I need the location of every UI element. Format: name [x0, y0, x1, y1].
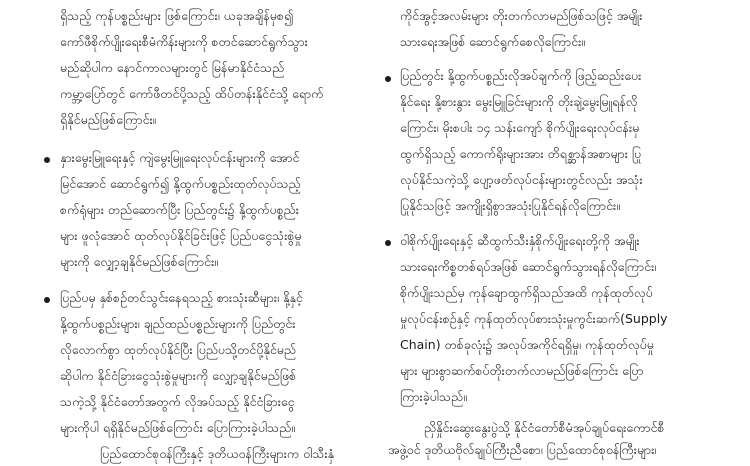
text-line: ကမ္ဘာ့ပြော်တွင် ကော်ဖီတင်ပို့သည့် ထိပ်တန်းနိုင်ငံသို့ ရောက် — [60, 86, 324, 101]
text-line: ကော်ဖီစိုက်ပျိုးရေးစီမံကိန်းများကို စတင်ဆောင်ရွက်သွား — [60, 34, 308, 49]
text-line: သားရေးအဖြစ် ဆောင်ရွက်စေလိုကြောင်း။ — [400, 34, 586, 49]
text-line: နှားမွေးမြူရေးနှင့် ကျဲမွေးမြူရေးလုပ်ငန်းများကို အောင် — [60, 150, 300, 165]
bullet-icon — [385, 240, 391, 246]
text-line: ညှိနှိုင်းဆွေးနွေးပွဲသို့ နိုင်ငံတော်စီမံအုပ်ချုပ်ရေးကောင်စီ — [424, 420, 665, 435]
text-line: မှုလုပ်ငန်းစဉ်နှင့် ကုန်ထုတ်လုပ်စားသုံးမှုကွင်းဆက်(Supply — [400, 311, 668, 326]
text-line: ကြားခဲ့ပါသည်။ — [400, 389, 467, 404]
text-line: ကြောင်း၊ မိုးစပါး ၁၄ သန်းကျော် စိုက်ပျိုးရေးလုပ်ငန်းမှ — [400, 120, 640, 135]
text-line: ပြုနိုင်သဖြင့် အကျိုးရှိစွာအသုံးပြုနိုင်ရန်လိုကြောင်း။ — [400, 198, 620, 213]
text-line: နိုင်ရေး နို့စားနွား မွေးမြူခြင်းများကို တိုးချဲ့မွေးမြူရန်လို — [400, 94, 638, 109]
text-line: နို့ထွက်ပစ္စည်းများ၊ ချည်ထည်ပစ္စည်းများကို ပြည်တွင်း — [60, 316, 296, 331]
text-line: ပြည်တွင်း နို့ထွက်ပစ္စည်းလိုအပ်ချက်ကို ဖြည့်ဆည်းပေး — [400, 68, 642, 83]
text-line: များ များစွာဆက်စပ်တိုးတက်လာမည်ဖြစ်ကြောင်း ပြော — [400, 363, 644, 378]
bullet-icon — [44, 297, 50, 303]
text-line: စိုက်ပျိုးသည်မှ ကုန်ချောထွက်ရှိသည်အထိ ကုန်ထုတ်လုပ် — [400, 285, 653, 300]
text-line: လုပ်နိုင်သကဲ့သို့ ပျော့ဖတ်လုပ်ငန်းများတွင်လည်း အသုံး — [400, 172, 643, 187]
text-line: ထွက်ရှိသည့် ကောက်ရိုးများအား တိရစ္ဆာန်အစာများ ပြု — [400, 146, 642, 161]
text-line: ပြည်ထောင်စုဝန်ကြီးနှင့် ဒုတိယဝန်ကြီးများက ဝါသီးနှံ — [100, 446, 334, 461]
text-line: ပြည်ပမှ နှစ်စဉ်တင်သွင်းနေရသည့် စားသုံးဆီများ၊ နို့နှင့် — [60, 290, 303, 305]
text-line: Chain) တစ်ခုလုံး၌ အလုပ်အကိုင်ရရှိမှု၊ ကုန်ထုတ်လုပ်မှု — [400, 337, 654, 352]
text-line: သကဲ့သို့ နိုင်ငံတော်အတွက် လိုအပ်သည့် နိုင်ငံခြားငွေ — [60, 394, 295, 409]
bullet-icon — [44, 157, 50, 163]
text-line: များကိုပါ ရရှိနိုင်မည်ဖြစ်ကြောင်း ပြောကြားခဲ့ပါသည်။ — [60, 420, 296, 435]
text-line: များကို လျှော့ချနိုင်မည်ဖြစ်ကြောင်း။ — [60, 254, 219, 269]
text-line: စက်ရုံများ တည်ဆောက်ပြီး ပြည်တွင်း၌ နို့ထွက်ပစ္စည်း — [60, 202, 299, 217]
text-line: လိုလောက်စွာ ထုတ်လုပ်နိုင်ပြီး ပြည်ပသို့တင်ပို့နိုင်မည် — [60, 342, 296, 357]
text-line: ကိုင်အွင့်အလမ်းများ တိုးတက်လာမည်ဖြစ်သဖြင့် အမျိုး — [400, 8, 643, 23]
text-line: ဝါစိုက်ပျိုးရေးနှင့် ဆီထွက်သီးနှံစိုက်ပျိုးရေးတို့ကို အမျိုး — [400, 233, 640, 248]
bullet-icon — [385, 76, 391, 82]
text-line: မည်ဆိုပါက နောင်ကာလများတွင် မြန်မာနိုင်ငံသည် — [60, 60, 285, 75]
text-line: ဆိုပါက နိုင်ငံခြားငွေသုံးစွဲမှုများကို လျှော့ချနိုင်မည်ဖြစ် — [60, 368, 297, 383]
text-line: များ ဖူလုံအောင် ထုတ်လုပ်နိုင်ခြင်းဖြင့် ပြည်ပငွေသုံးစွဲမှု — [60, 228, 302, 243]
text-line: မြင်အောင် ဆောင်ရွက်၍ နို့ထွက်ပစ္စည်းထုတ်လုပ်သည့် — [60, 176, 301, 191]
text-line: ရှိသည့် ကုန်ပစ္စည်းများ ဖြစ်ကြောင်း၊ ယခုအချိန်မှစ၍ — [60, 8, 294, 23]
text-line: သားရေးကိစ္စတစ်ရပ်အဖြစ် ဆောင်ရွက်သွားရန်လိုကြောင်း၊ — [400, 259, 657, 274]
text-line: အဖွဲ့ဝင် ဒုတိယဗိုလ်ချုပ်ကြီးညီစော၊ ပြည်ထောင်စုဝန်ကြီးများ၊ — [388, 442, 657, 457]
text-line: ရှိနိုင်မည်ဖြစ်ကြောင်း။ — [60, 112, 157, 127]
